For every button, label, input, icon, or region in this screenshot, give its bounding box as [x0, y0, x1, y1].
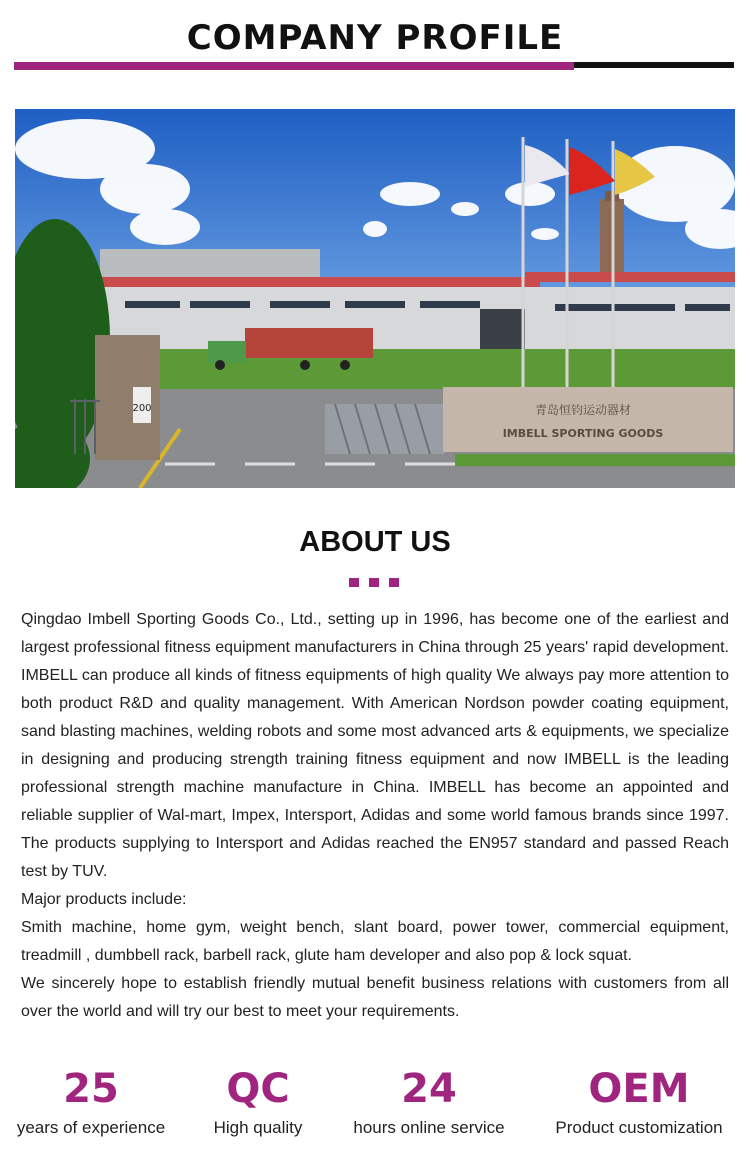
- stat-quality: [188, 1066, 328, 1138]
- stat-label: years of experience: [16, 1118, 166, 1137]
- factory-photo: [15, 109, 735, 488]
- fence: [70, 399, 100, 454]
- about-paragraph-2: Major products include:: [21, 891, 187, 908]
- stat-experience: [5, 1066, 177, 1138]
- header-divider: [14, 62, 734, 70]
- page-title: COMPANY PROFILE: [186, 18, 564, 58]
- divider-accent: [14, 62, 574, 70]
- dot: [349, 578, 359, 587]
- about-paragraph-3: Smith machine, home gym, weight bench, slant board, power tower, commercial equipment, treadmill , dumbbell rack, barbell rack, glute ham developer and also pop & lock squat.: [21, 919, 729, 964]
- stone-sign: [443, 387, 733, 452]
- stat-value: 24: [401, 1066, 457, 1112]
- about-paragraph-1: Qingdao Imbell Sporting Goods Co., Ltd., setting up in 1996, has become one of the earliest and largest professional fitness equipment manufacturers in China through 25 years' rapid development. IMBELL can produce all kinds of fitness equipments of high quality We always pay more attention to both product R&D and quality management. With American Nordson powder coating equipment, sand blasting machines, welding robots and some most advanced arts & equipments, we specialize in designing and producing strength training fitness equipment and now IMBELL is the leading professional strength machine manufacture in China. IMBELL has become an appointed and reliable supplier of Wal-mart, Impex, Intersport, Adidas and some world famous brands since 1997. The products supplying to Intersport and Adidas reached the EN957 standard and passed Reach test by TUV.: [21, 611, 729, 880]
- stat-label: hours online service: [353, 1118, 505, 1137]
- stat-value: QC: [226, 1066, 290, 1112]
- sign-lawn: [455, 454, 735, 466]
- retractable-gate: [325, 404, 445, 454]
- about-paragraph-4: We sincerely hope to establish friendly mutual benefit business relations with customers from all over the world and will try our best to meet your requirements.: [21, 975, 729, 1020]
- title-dots: [349, 578, 409, 588]
- factory-roof-right: [525, 272, 735, 282]
- stat-oem: [540, 1066, 738, 1138]
- gate-pillar: [95, 335, 160, 460]
- about-text: [21, 606, 729, 1026]
- stat-service: [340, 1066, 518, 1138]
- stat-value: OEM: [588, 1066, 690, 1112]
- svg-text:青岛恒钧运动器材: 青岛恒钧运动器材: [534, 403, 632, 417]
- factory-illustration: [15, 109, 735, 488]
- stat-label: High quality: [213, 1118, 303, 1137]
- dot: [369, 578, 379, 587]
- stat-label: Product customization: [555, 1118, 723, 1137]
- factory-upper: [100, 249, 320, 279]
- about-title: ABOUT US: [299, 526, 451, 558]
- sign-text: IMBELL SPORTING GOODS: [502, 427, 664, 440]
- gate-number: 200: [132, 403, 152, 414]
- stat-value: 25: [63, 1066, 119, 1112]
- dot: [389, 578, 399, 587]
